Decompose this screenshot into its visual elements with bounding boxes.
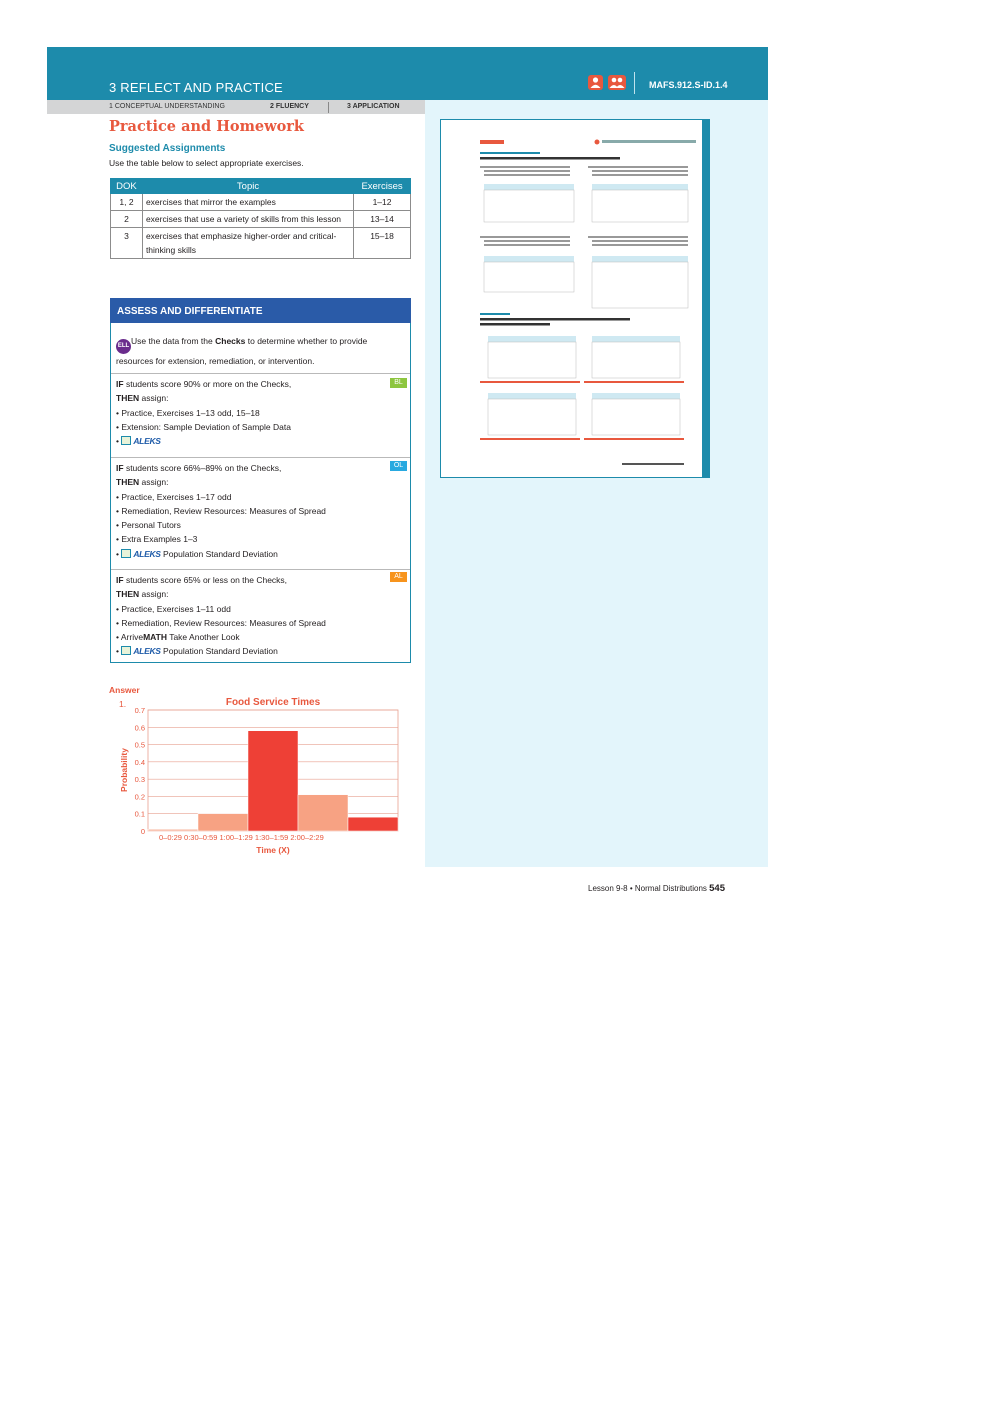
y-tick-label: 0.2 <box>134 792 145 802</box>
footer-topic: Normal Distributions <box>634 884 707 893</box>
list-item: • ALEKS Population Standard Deviation <box>116 646 278 657</box>
collaboration-icons <box>588 75 628 91</box>
x-tick-labels: 0–0:29 0:30–0:59 1:00–1:29 1:30–1:59 2:00–2:29 <box>159 833 324 842</box>
y-tick-label: 0.4 <box>134 757 145 767</box>
thumbnail-edge-bar <box>702 120 709 477</box>
assess-heading: ASSESS AND DIFFERENTIATE <box>110 298 411 323</box>
list-item: • Practice, Exercises 1–13 odd, 15–18 <box>116 407 260 418</box>
bar <box>248 731 298 831</box>
dok-cell: 2 <box>111 211 143 228</box>
x-axis-label: Time (X) <box>256 845 290 855</box>
col-header-topic: Topic <box>142 179 353 194</box>
y-axis-label: Probability <box>119 748 129 792</box>
topic-cell: exercises that use a variety of skills from this lesson <box>142 211 353 228</box>
ell-icon: ELL <box>116 339 131 354</box>
section-title: 3 REFLECT AND PRACTICE <box>109 80 283 95</box>
y-tick-label: 0.1 <box>134 809 145 819</box>
page-footer <box>588 883 725 894</box>
footer-lesson: Lesson 9-8 <box>588 884 628 893</box>
table-row <box>111 228 411 259</box>
dok-cell: 3 <box>111 228 143 259</box>
assign-block-al: IF students score 65% or less on the Checks, THEN assign: • Practice, Exercises 1–11 odd • Remediation, Review Resources: Measures of Spread • ArriveMATH Take Another Look • ALEKS Population Standard Deviation <box>116 573 376 659</box>
level-badge-bl: BL <box>390 378 407 388</box>
answer-label: Answer <box>109 685 140 695</box>
aleks-icon <box>121 549 131 558</box>
exercises-cell: 15–18 <box>354 228 411 259</box>
assign-block-ol: IF students score 66%–89% on the Checks, THEN assign: • Practice, Exercises 1–17 odd • Remediation, Review Resources: Measures of Spread • Personal Tutors • Extra Examples 1–3 • ALEKS Population Standard Deviation <box>116 461 376 561</box>
individual-icon <box>588 75 603 90</box>
assignments-table <box>110 178 411 259</box>
exercises-cell: 13–14 <box>354 211 411 228</box>
col-header-dok: DOK <box>111 179 143 194</box>
aleks-logo: ALEKS <box>133 548 161 559</box>
table-header-row <box>111 179 411 194</box>
header-divider <box>634 72 635 94</box>
list-item: • ALEKS <box>116 436 161 447</box>
list-item: • Practice, Exercises 1–17 odd <box>116 491 232 502</box>
assess-intro: ELL Use the data from the Checks to determine whether to provide resources for extension, remediation, or intervention. <box>116 336 368 366</box>
tab-divider <box>328 102 329 113</box>
list-item: • Practice, Exercises 1–11 odd <box>116 603 231 614</box>
exercises-cell: 1–12 <box>354 194 411 211</box>
tab-fluency[interactable]: 2 FLUENCY <box>270 103 309 110</box>
list-item: • Personal Tutors <box>116 520 181 531</box>
divider <box>111 373 410 374</box>
food-service-chart <box>109 690 409 860</box>
topic-cell: exercises that mirror the examples <box>142 194 353 211</box>
aleks-logo: ALEKS <box>133 646 161 657</box>
topic-cell: exercises that emphasize higher-order and critical-thinking skills <box>142 228 353 259</box>
y-tick-label: 0.3 <box>134 775 145 785</box>
list-item: • Extension: Sample Deviation of Sample Data <box>116 421 291 432</box>
list-item: • Remediation, Review Resources: Measures of Spread <box>116 617 326 628</box>
thumbnail-content <box>446 126 700 472</box>
practice-heading: Practice and Homework <box>109 118 304 135</box>
bar <box>348 817 398 831</box>
table-row <box>111 211 411 228</box>
y-tick-label: 0.7 <box>134 706 145 715</box>
aleks-icon <box>121 646 131 655</box>
list-item: • ArriveMATH Take Another Look <box>116 632 240 643</box>
tab-conceptual[interactable]: 1 CONCEPTUAL UNDERSTANDING <box>109 103 225 110</box>
assign-block-bl: IF students score 90% or more on the Checks, THEN assign: • Practice, Exercises 1–13 odd, 15–18 • Extension: Sample Deviation of Sample Data • ALEKS <box>116 377 376 448</box>
bar <box>148 829 198 831</box>
bar <box>198 814 248 831</box>
divider <box>111 569 410 570</box>
level-badge-al: AL <box>390 572 407 582</box>
suggested-assignments-heading: Suggested Assignments <box>109 143 226 154</box>
dok-cell: 1, 2 <box>111 194 143 211</box>
footer-bullet: • <box>629 884 633 893</box>
chart-title: Food Service Times <box>225 697 321 708</box>
list-item: • Extra Examples 1–3 <box>116 534 198 545</box>
aleks-icon <box>121 436 131 445</box>
group-icon <box>608 75 626 90</box>
list-item: • ALEKS Population Standard Deviation <box>116 548 278 559</box>
aleks-logo: ALEKS <box>133 436 161 447</box>
standard-code: MAFS.912.S-ID.1.4 <box>649 80 728 90</box>
tab-application[interactable]: 3 APPLICATION <box>347 103 400 110</box>
answer-number: 1. <box>119 699 127 709</box>
level-badge-ol: OL <box>390 461 407 471</box>
table-row <box>111 194 411 211</box>
col-header-exercises: Exercises <box>354 179 411 194</box>
divider <box>111 457 410 458</box>
y-tick-label: 0.5 <box>134 740 145 750</box>
y-tick-label: 0 <box>140 827 145 836</box>
table-instructions: Use the table below to select appropriate exercises. <box>109 158 304 168</box>
y-tick-label: 0.6 <box>134 723 145 733</box>
list-item: • Remediation, Review Resources: Measures of Spread <box>116 505 326 516</box>
bar <box>298 795 348 831</box>
page-number: 545 <box>709 883 725 894</box>
